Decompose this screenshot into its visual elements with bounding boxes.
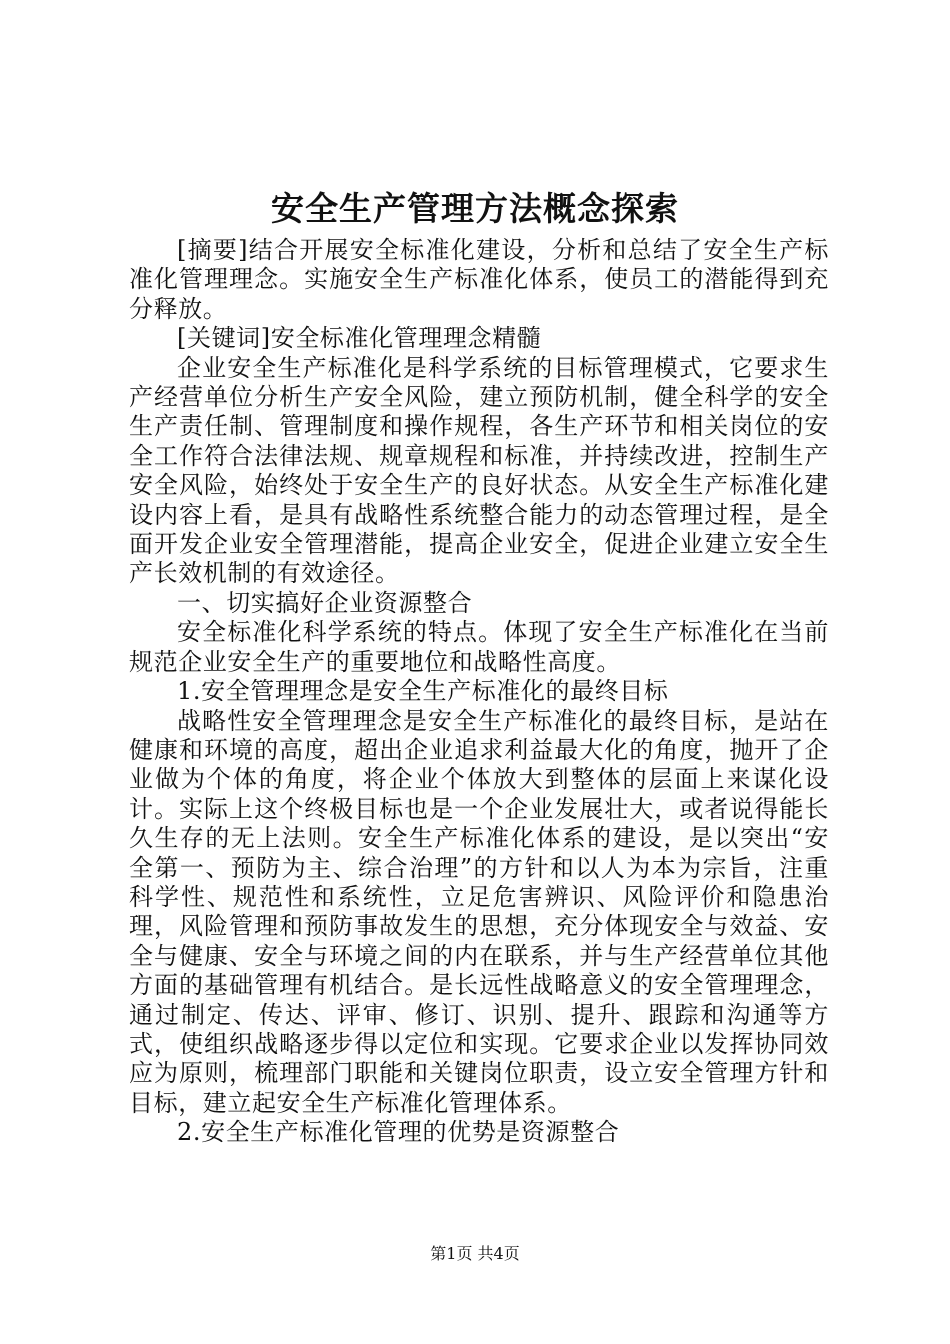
section-heading-1: 一、切实搞好企业资源整合 [177,588,473,617]
keywords-paragraph: [关键词]安全标准化管理理念精髓 [177,324,542,353]
intro-paragraph: 企业安全生产标准化是科学系统的目标管理模式，它要求生产经营单位分析生产安全风险，建立预防机制，健全科学的安全生产责任制、管理制度和操作规程，各生产环节和相关岗位的安全工作符合法律法规、规章规程和标准，并持续改进，控制生产安全风险，始终处于安全生产的良好状态。从安全生产标准化建设内容上看，是具有战略性系统整合能力的动态管理过程，是全面开发企业安全管理潜能，提高企业安全，促进企业建立安全生产长效机制的有效途径。 [129,353,829,588]
section-1-paragraph: 安全标准化科学系统的特点。体现了安全生产标准化在当前规范企业安全生产的重要地位和战略性高度。 [129,618,829,676]
abstract-paragraph: [摘要]结合开展安全标准化建设，分析和总结了安全生产标准化管理理念。实施安全生产标准化体系，使员工的潜能得到充分释放。 [129,236,829,323]
subsection-heading-1: 1.安全管理理念是安全生产标准化的最终目标 [177,677,669,706]
document-title: 安全生产管理方法概念探索 [271,189,679,228]
page-number-footer: 第1页 共4页 [430,1244,520,1263]
subsection-1-paragraph: 战略性安全管理理念是安全生产标准化的最终目标，是站在健康和环境的高度，超出企业追求利益最大化的角度，抛开了企业做为个体的角度，将企业个体放大到整体的层面上来谋化设计。实际上这个终极目标也是一个企业发展壮大，或者说得能长久生存的无上法则。安全生产标准化体系的建设，是以突出“安全第一、预防为主、综合治理”的方针和以人为本为宗旨，注重科学性、规范性和系统性，立足危害辨识、风险评价和隐患治理，风险管理和预防事故发生的思想，充分体现安全与效益、安全与健康、安全与环境之间的内在联系，并与生产经营单位其他方面的基础管理有机结合。是长远性战略意义的安全管理理念，通过制定、传达、评审、修订、识别、提升、跟踪和沟通等方式，使组织战略逐步得以定位和实现。它要求企业以发挥协同效应为原则，梳理部门职能和关键岗位职责，设立安全管理方针和目标，建立起安全生产标准化管理体系。 [129,706,829,1117]
subsection-heading-2: 2.安全生产标准化管理的优势是资源整合 [177,1118,620,1147]
document-body [129,236,829,1148]
